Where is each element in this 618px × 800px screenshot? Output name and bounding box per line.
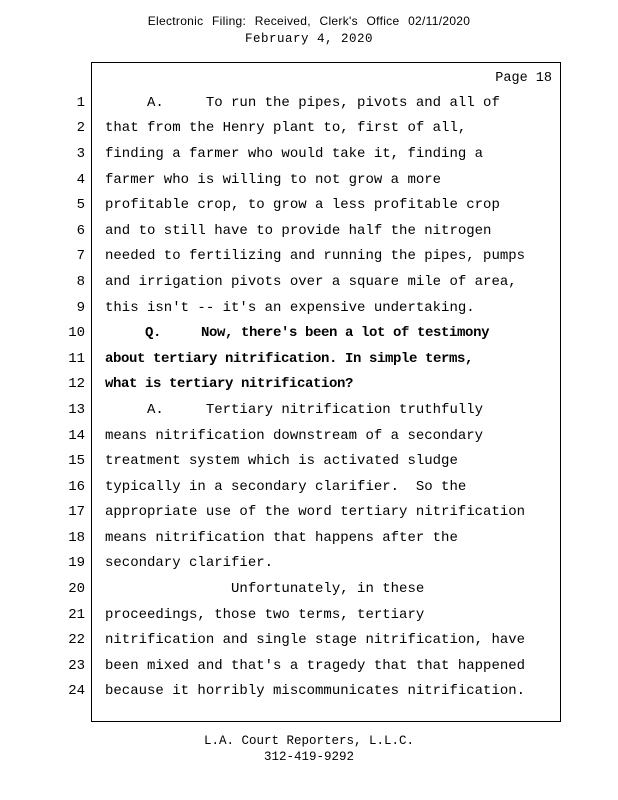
line-number: 18 xyxy=(68,529,85,546)
line-text: this isn't -- it's an expensive undertaking. xyxy=(105,299,475,316)
transcript-line xyxy=(0,90,618,116)
transcript-line xyxy=(0,627,618,653)
document-header xyxy=(0,14,618,46)
line-number: 20 xyxy=(68,581,85,598)
line-number: 23 xyxy=(68,657,85,674)
line-text: and irrigation pivots over a square mile of area, xyxy=(105,273,517,290)
efiling-stamp: Electronic Filing: Received, Clerk's Office 02/11/2020 xyxy=(147,14,471,28)
line-text: because it horribly miscommunicates nitrification. xyxy=(105,683,526,700)
transcript-line xyxy=(0,576,618,602)
line-number: 4 xyxy=(76,171,85,188)
line-text: profitable crop, to grow a less profitable crop xyxy=(105,197,500,214)
transcript-line xyxy=(0,500,618,526)
transcript-line xyxy=(0,192,618,218)
line-text: farmer who is willing to not grow a more xyxy=(105,171,442,188)
transcript-line xyxy=(0,448,618,474)
line-text: proceedings, those two terms, tertiary xyxy=(105,606,425,623)
transcript-line xyxy=(0,474,618,500)
line-text: nitrification and single stage nitrification, have xyxy=(105,632,526,649)
line-text: needed to fertilizing and running the pipes, pumps xyxy=(105,248,526,265)
deposition-date: February 4, 2020 xyxy=(244,32,374,46)
line-number: 22 xyxy=(68,632,85,649)
transcript-line xyxy=(0,423,618,449)
line-text: finding a farmer who would take it, finding a xyxy=(105,145,484,162)
line-number: 8 xyxy=(76,273,85,290)
line-text: appropriate use of the word tertiary nitrification xyxy=(105,504,526,521)
transcript-line xyxy=(0,602,618,628)
line-number: 11 xyxy=(68,350,85,367)
transcript-line xyxy=(0,167,618,193)
transcript-line xyxy=(0,141,618,167)
transcript-line xyxy=(0,218,618,244)
line-text: means nitrification downstream of a secondary xyxy=(105,427,484,444)
page-number-label: Page 18 xyxy=(495,71,552,86)
line-text: what is tertiary nitrification? xyxy=(105,376,354,393)
transcript-line xyxy=(0,269,618,295)
line-number: 2 xyxy=(76,120,85,137)
line-number: 14 xyxy=(68,427,85,444)
footer-phone: 312-419-9292 xyxy=(263,750,354,764)
line-number: 1 xyxy=(76,94,85,111)
line-number: 7 xyxy=(76,248,85,265)
transcript-line xyxy=(0,295,618,321)
line-text: about tertiary nitrification. In simple terms, xyxy=(105,350,474,367)
footer-firm-name: L.A. Court Reporters, L.L.C. xyxy=(203,734,415,748)
line-number: 24 xyxy=(68,683,85,700)
transcript-line xyxy=(0,116,618,142)
transcript-line xyxy=(0,525,618,551)
line-text: that from the Henry plant to, first of all, xyxy=(105,120,467,137)
transcript-line xyxy=(0,320,618,346)
line-number: 3 xyxy=(76,145,85,162)
line-text: Unfortunately, in these xyxy=(105,581,425,598)
line-number: 16 xyxy=(68,478,85,495)
line-number: 19 xyxy=(68,555,85,572)
line-text: been mixed and that's a tragedy that that happened xyxy=(105,657,526,674)
line-number: 15 xyxy=(68,453,85,470)
transcript-line xyxy=(0,244,618,270)
transcript-line xyxy=(0,551,618,577)
transcript-line xyxy=(0,372,618,398)
transcript-line xyxy=(0,397,618,423)
line-number: 9 xyxy=(76,299,85,316)
line-text: Q. Now, there's been a lot of testimony xyxy=(105,325,490,342)
line-number: 21 xyxy=(68,606,85,623)
transcript-lines xyxy=(0,90,618,704)
transcript-line xyxy=(0,679,618,705)
line-number: 10 xyxy=(68,325,85,342)
line-number: 5 xyxy=(76,197,85,214)
transcript-line xyxy=(0,346,618,372)
line-text: A. To run the pipes, pivots and all of xyxy=(105,94,500,111)
line-text: and to still have to provide half the nitrogen xyxy=(105,222,492,239)
line-number: 13 xyxy=(68,401,85,418)
line-number: 12 xyxy=(68,376,85,393)
line-number: 17 xyxy=(68,504,85,521)
line-text: means nitrification that happens after the xyxy=(105,529,458,546)
line-text: typically in a secondary clarifier. So the xyxy=(105,478,467,495)
transcript-line xyxy=(0,653,618,679)
line-text: treatment system which is activated sludge xyxy=(105,453,458,470)
document-footer xyxy=(0,733,618,765)
line-text: A. Tertiary nitrification truthfully xyxy=(105,401,484,418)
line-text: secondary clarifier. xyxy=(105,555,274,572)
line-number: 6 xyxy=(76,222,85,239)
